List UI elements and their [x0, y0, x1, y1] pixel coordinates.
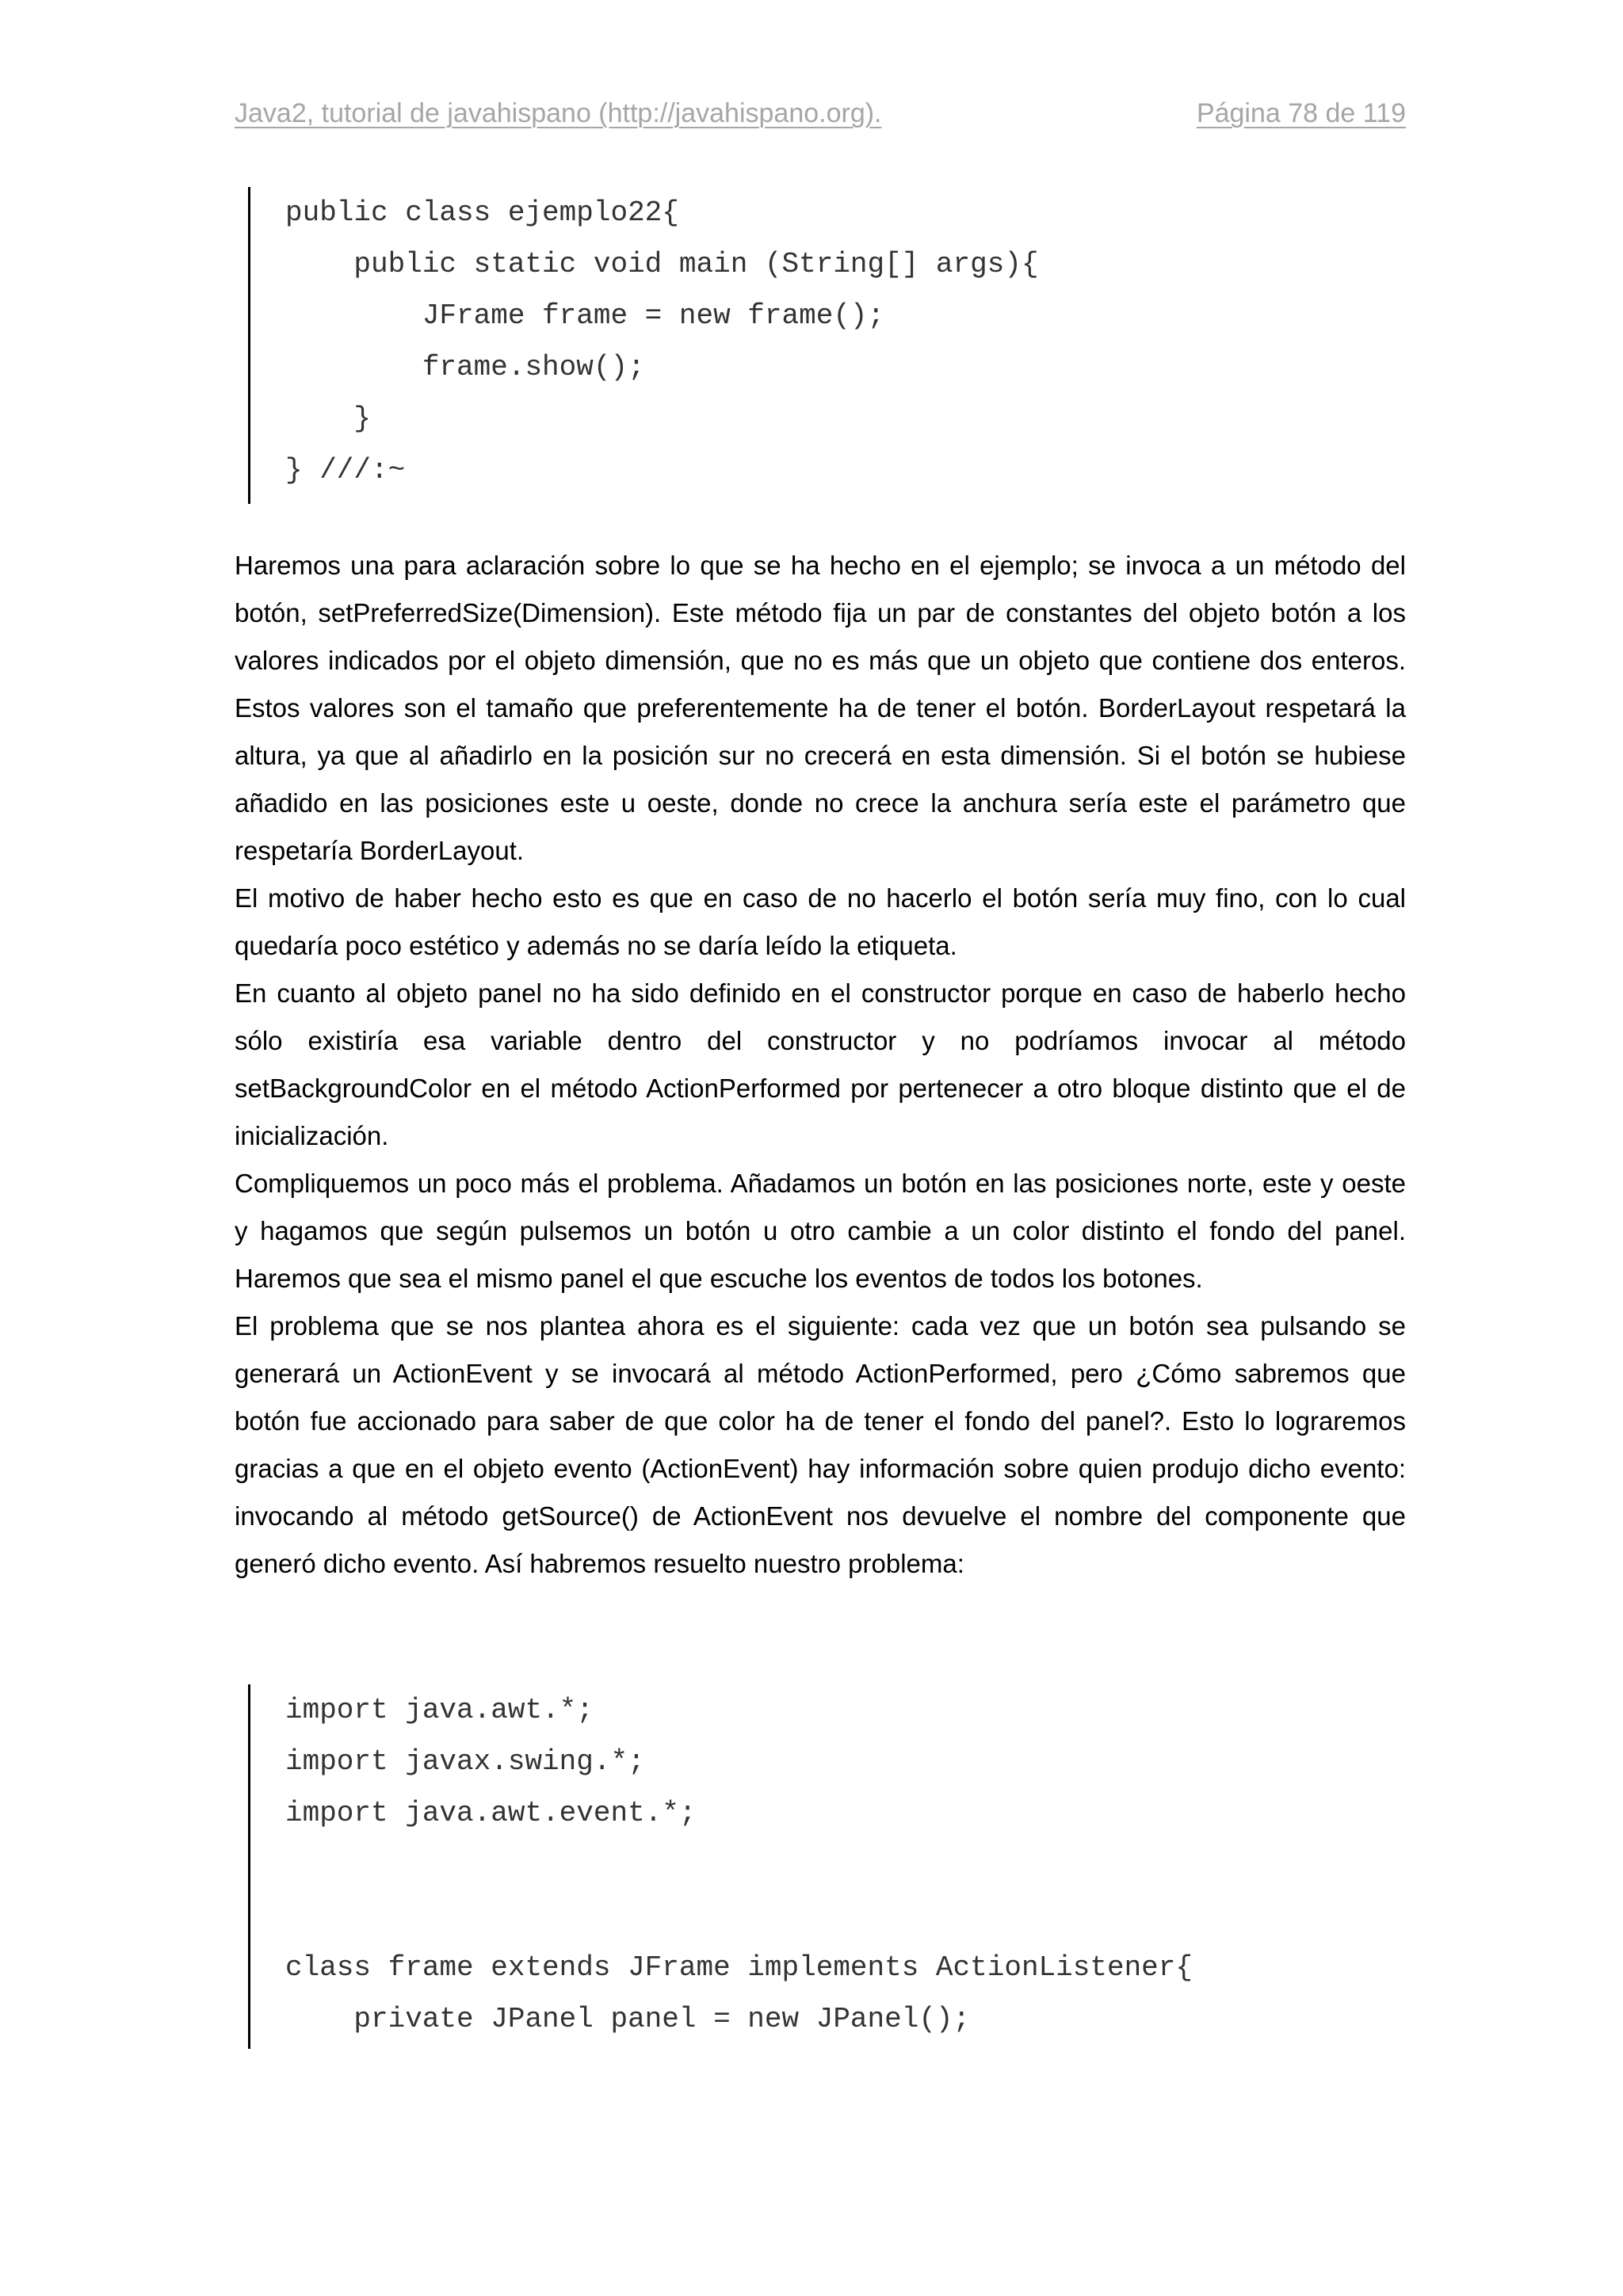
- code-line: [285, 1839, 1193, 1890]
- page-header: [235, 93, 1406, 135]
- paragraph: El motivo de haber hecho esto es que en caso de no hacerlo el botón sería muy fino, con lo cual quedaría poco estético y además no se daría leído la etiqueta.: [235, 883, 1406, 960]
- code-line: public static void main (String[] args){: [285, 248, 1039, 280]
- code-line: import java.awt.*;: [285, 1694, 594, 1726]
- code-line: public class ejemplo22{: [285, 196, 679, 229]
- header-title-link[interactable]: Java2, tutorial de javahispano (http://javahispano.org).: [235, 98, 882, 128]
- paragraph: En cuanto al objeto panel no ha sido definido en el constructor porque en caso de haberlo hecho sólo existiría esa variable dentro del constructor y no podríamos invocar al método setBackgroundColor en el método ActionPerformed por pertenecer a otro bloque distinto que el de inicialización.: [235, 978, 1406, 1150]
- paragraph: Compliquemos un poco más el problema. Añadamos un botón en las posiciones norte, este y oeste y hagamos que según pulsemos un botón u otro cambie a un color distinto el fondo del panel. Haremos que sea el mismo panel el que escuche los eventos de todos los botones.: [235, 1169, 1406, 1293]
- code-line: JFrame frame = new frame();: [285, 299, 885, 332]
- code-line: private JPanel panel = new JPanel();: [285, 2003, 971, 2035]
- code-block-2: [248, 1684, 1193, 2049]
- code-block-1: [248, 187, 1039, 504]
- body-text: [235, 542, 1406, 1588]
- code-line: frame.show();: [285, 351, 645, 383]
- code-line: import java.awt.event.*;: [285, 1797, 697, 1829]
- code-line: }: [285, 402, 372, 435]
- code-line: [285, 1890, 1193, 1942]
- code-line: import javax.swing.*;: [285, 1745, 645, 1778]
- paragraph: Haremos una para aclaración sobre lo que se ha hecho en el ejemplo; se invoca a un método del botón, setPreferredSize(Dimension). Este método fija un par de constantes del objeto botón a los valores indicados por el objeto dimensión, que no es más que un objeto que contiene dos enteros. Estos valores son el tamaño que preferentemente ha de tener el botón. BorderLayout respetará la altura, ya que al añadirlo en la posición sur no crecerá en esta dimensión. Si el botón se hubiese añadido en las posiciones este u oeste, donde no crece la anchura sería este el parámetro que respetaría BorderLayout.: [235, 551, 1406, 865]
- header-page-number: Página 78 de 119: [1196, 98, 1406, 128]
- code-line: class frame extends JFrame implements ActionListener{: [285, 1951, 1193, 1984]
- code-line: } ///:~: [285, 454, 406, 486]
- paragraph: El problema que se nos plantea ahora es el siguiente: cada vez que un botón sea pulsando se generará un ActionEvent y se invocará al método ActionPerformed, pero ¿Cómo sabremos que botón fue accionado para saber de que color ha de tener el fondo del panel?. Esto lo lograremos gracias a que en el objeto evento (ActionEvent) hay información sobre quien produjo dicho evento: invocando al método getSource() de ActionEvent nos devuelve el nombre del componente que generó dicho evento. Así habremos resuelto nuestro problema:: [235, 1311, 1406, 1578]
